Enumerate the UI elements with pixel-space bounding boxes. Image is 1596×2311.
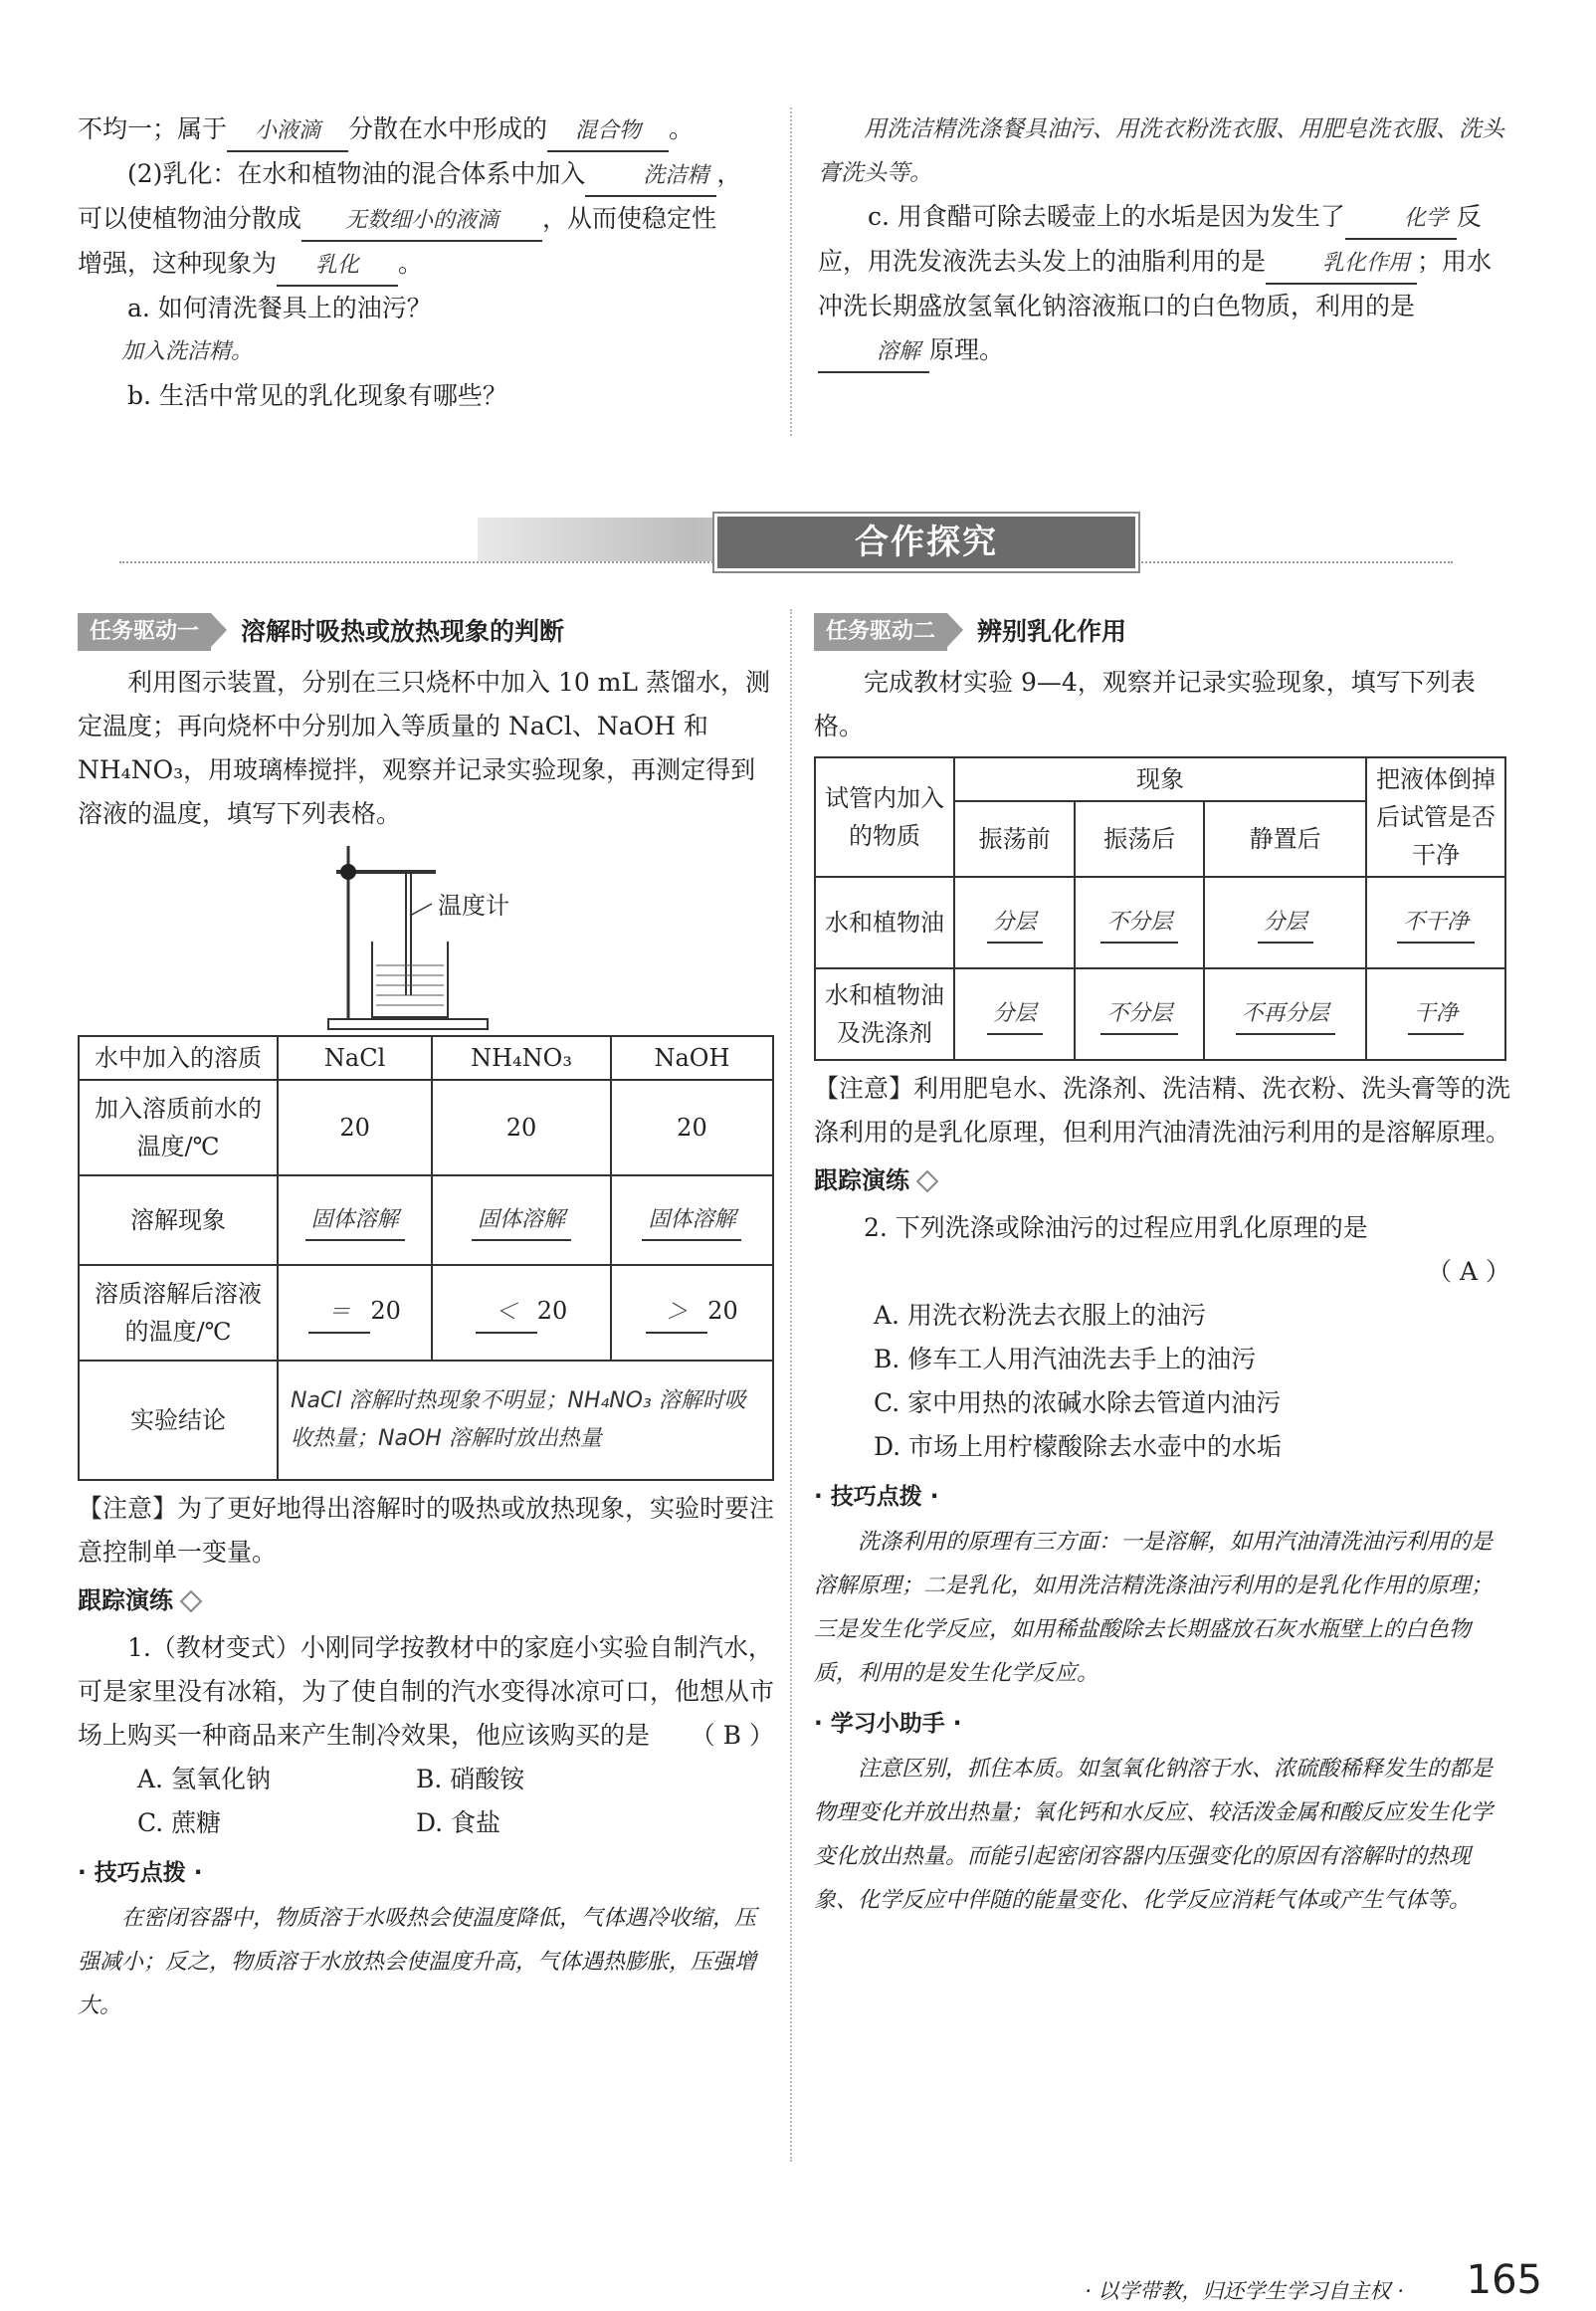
- task2-header: [814, 609, 1510, 655]
- answer-blank: 洗洁精: [585, 157, 716, 197]
- text: 可以使植物油分散成: [78, 204, 302, 233]
- task1-header: [78, 609, 774, 655]
- table-row: [79, 1265, 773, 1361]
- table-cell: 加入溶质前水的温度/℃: [79, 1080, 278, 1175]
- table-cell: 20: [278, 1080, 432, 1175]
- practice-heading: [814, 1158, 1510, 1202]
- question-c: [818, 195, 1504, 373]
- answer-blank: 分层: [987, 904, 1043, 944]
- answer-blank: 固体溶解: [472, 1201, 571, 1241]
- tip-heading: · 技巧点拨 ·: [814, 1484, 939, 1510]
- option-b: B. 修车工人用汽油洗去手上的油污: [874, 1345, 1257, 1373]
- question-1-options: [78, 1758, 774, 1845]
- text: ；用水冲洗长期盛放氢氧化钠溶液瓶口的白色物质，利用的是: [818, 247, 1493, 320]
- table-cell: 试管内加入的物质: [815, 757, 954, 877]
- table-cell: 水和植物油及洗涤剂: [815, 968, 954, 1060]
- table-cell: [954, 968, 1075, 1060]
- text: 增强，这种现象为: [78, 249, 278, 278]
- text-line: [78, 152, 774, 197]
- column-divider: [790, 609, 792, 2162]
- task2-intro: 完成教材实验 9—4，观察并记录实验现象，填写下列表格。: [814, 668, 1476, 740]
- page-number: 165: [1466, 2257, 1542, 2303]
- answer-blank: 干净: [1408, 995, 1464, 1035]
- question-1-answer: （ B ）: [690, 1721, 774, 1750]
- practice-heading: [78, 1578, 774, 1622]
- diamond-icon: [916, 1170, 939, 1193]
- text-line: [78, 107, 774, 152]
- text: (2)乳化：在水和植物油的混合体系中加入: [127, 159, 586, 188]
- task2-title: 辨别乳化作用: [977, 617, 1127, 646]
- task1-note: 【注意】为了更好地得出溶解时的吸热或放热现象，实验时要注意控制单一变量。: [78, 1494, 775, 1567]
- table-value: 20: [707, 1297, 738, 1325]
- text: c. 用食醋可除去暖壶上的水垢是因为发生了: [868, 202, 1345, 231]
- task2-tag: 任务驱动二: [814, 613, 947, 651]
- table-cell: [1204, 968, 1366, 1060]
- table-cell: 现象: [954, 757, 1366, 801]
- question-b: b. 生活中常见的乳化现象有哪些？: [127, 381, 507, 410]
- table-cell: 溶解现象: [79, 1175, 278, 1265]
- option-c: C. 家中用热的浓碱水除去管道内油污: [874, 1388, 1282, 1417]
- table-cell: 实验结论: [79, 1361, 278, 1480]
- table-cell: [278, 1265, 432, 1361]
- task2-column: [814, 609, 1510, 1923]
- table-cell: 水中加入的溶质: [79, 1036, 278, 1080]
- emulsification-table: [814, 756, 1506, 1061]
- answer-blank: 不分层: [1100, 995, 1178, 1035]
- table-cell: NH₄NO₃: [432, 1036, 611, 1080]
- column-divider: [790, 107, 792, 436]
- section-banner: [119, 506, 1453, 575]
- conclusion-cell: NaCl 溶解时热现象不明显；NH₄NO₃ 溶解时吸收热量；NaOH 溶解时放出热量: [278, 1361, 773, 1480]
- tip-body: 在密闭容器中，物质溶于水吸热会使温度降低，气体遇冷收缩，压强减小；反之，物质溶于水放热会使温度升高，气体遇热膨胀，压强增大。: [78, 1906, 757, 2018]
- table-row: [79, 1361, 773, 1480]
- table-cell: 溶质溶解后溶液的温度/℃: [79, 1265, 278, 1361]
- table-cell: [1366, 968, 1505, 1060]
- table-cell: [1075, 877, 1204, 968]
- table-cell: 水和植物油: [815, 877, 954, 968]
- thermometer-label: 温度计: [438, 892, 509, 920]
- table-cell: [1366, 877, 1505, 968]
- answer-blank: 无数细小的液滴: [301, 202, 542, 242]
- table-cell: [278, 1175, 432, 1265]
- table-row: [79, 1080, 773, 1175]
- question-2-options: [814, 1294, 1510, 1469]
- table-cell: 把液体倒掉后试管是否干净: [1366, 757, 1505, 877]
- table-row: [79, 1036, 773, 1080]
- table-row: [815, 757, 1505, 801]
- helper-body: 注意区别，抓住本质。如氢氧化钠溶于水、浓硫酸稀释发生的都是物理变化并放出热量；氧化钙和水反应、较活泼金属和酸反应发生化学变化放出热量。而能引起密闭容器内压强变化的原因有溶解时的热现象、化学反应中伴随的能量变化、化学反应消耗气体或产生气体等。: [814, 1757, 1494, 1913]
- answer-blank: ＞: [646, 1294, 707, 1334]
- question-1: 1.（教材变式）小刚同学按教材中的家庭小实验自制汽水，可是家里没有冰箱，为了使自制的汽水变得冰凉可口，他想从市场上购买一种商品来产生制冷效果，他应该购买的是: [78, 1633, 775, 1750]
- tip-body: 洗涤利用的原理有三方面：一是溶解，如用汽油清洗油污利用的是溶解原理；二是乳化，如用洗洁精洗涤油污利用的是乳化作用的原理；三是发生化学反应，如用稀盐酸除去长期盛放石灰水瓶壁上的白色物质，利用的是发生化学反应。: [814, 1530, 1494, 1686]
- text: ，: [716, 159, 742, 188]
- practice-heading-text: 跟踪演练: [78, 1586, 173, 1614]
- table-cell: [432, 1175, 611, 1265]
- apparatus-diagram: [78, 836, 774, 1035]
- task1-title: 溶解时吸热或放热现象的判断: [241, 617, 565, 646]
- text-line: [78, 197, 774, 242]
- answer-blank: ＝: [308, 1294, 370, 1334]
- question-2-answer: （ A ）: [1427, 1257, 1510, 1286]
- table-value: 20: [370, 1297, 401, 1325]
- practice-heading-text: 跟踪演练: [814, 1166, 909, 1194]
- text: 反应，用洗发液洗去头发上的油脂利用的是: [818, 202, 1482, 276]
- text: 原理。: [929, 335, 1005, 364]
- answer-blank: 分层: [987, 995, 1043, 1035]
- option-d: D. 市场上用柠檬酸除去水壶中的水垢: [874, 1432, 1283, 1461]
- table-cell: [611, 1265, 773, 1361]
- answer-blank: 乳化: [277, 247, 398, 287]
- answer-blank: 不再分层: [1236, 995, 1335, 1035]
- table-cell: [1204, 877, 1366, 968]
- table-cell: 静置后: [1204, 801, 1366, 877]
- option-c: C. 蔗糖: [137, 1808, 222, 1837]
- helper-heading: · 学习小助手 ·: [814, 1711, 962, 1737]
- answer-blank: 溶解: [818, 333, 929, 373]
- answer-blank: 混合物: [547, 112, 669, 152]
- option-d: D. 食盐: [416, 1808, 501, 1837]
- question-2: 2. 下列洗涤或除油污的过程应用乳化原理的是: [864, 1213, 1368, 1242]
- table-cell: NaCl: [278, 1036, 432, 1080]
- diamond-icon: [180, 1590, 203, 1613]
- text: ，从而使稳定性: [542, 204, 717, 233]
- question-a: a. 如何清洗餐具上的油污？: [127, 294, 432, 322]
- text: 分散在水中形成的: [348, 114, 548, 143]
- table-row: [79, 1175, 773, 1265]
- option-a: A. 用洗衣粉洗去衣服上的油污: [874, 1301, 1206, 1330]
- answer-a: 加入洗洁精。: [121, 339, 254, 364]
- experiment-apparatus: [78, 836, 774, 1035]
- table-cell: 20: [432, 1080, 611, 1175]
- answer-blank: 不分层: [1100, 904, 1178, 944]
- table-row: [815, 877, 1505, 968]
- top-right-column: [818, 107, 1504, 373]
- top-left-column: [78, 107, 774, 418]
- answer-blank: 固体溶解: [305, 1201, 405, 1241]
- text: 不均一；属于: [78, 114, 228, 143]
- answer-blank: ＜: [476, 1294, 537, 1334]
- table-cell: 振荡前: [954, 801, 1075, 877]
- answer-b: 用洗洁精洗涤餐具油污、用洗衣粉洗衣服、用肥皂洗衣服、洗头膏洗头等。: [818, 116, 1504, 186]
- table-cell: 振荡后: [1075, 801, 1204, 877]
- table-cell: 20: [611, 1080, 773, 1175]
- option-a: A. 氢氧化钠: [137, 1765, 271, 1793]
- answer-blank: 化学: [1345, 200, 1457, 240]
- answer-blank: 固体溶解: [642, 1201, 741, 1241]
- table-value: 20: [536, 1297, 568, 1325]
- text-line: [78, 242, 774, 287]
- solute-temperature-table: [78, 1035, 774, 1481]
- table-cell: NaOH: [611, 1036, 773, 1080]
- table-cell: [611, 1175, 773, 1265]
- table-cell: [432, 1265, 611, 1361]
- table-cell: [954, 877, 1075, 968]
- text: 。: [398, 249, 424, 278]
- task1-tag: 任务驱动一: [78, 613, 211, 651]
- task1-intro: 利用图示装置，分别在三只烧杯中加入 10 mL 蒸馏水，测定温度；再向烧杯中分别加入等质量的 NaCl、NaOH 和 NH₄NO₃，用玻璃棒搅拌，观察并记录实验现象，再测定得到溶液的温度，填写下列表格。: [78, 668, 770, 828]
- answer-blank: 不干净: [1397, 904, 1475, 944]
- answer-blank: 分层: [1258, 904, 1313, 944]
- text: 。: [669, 114, 695, 143]
- option-b: B. 硝酸铵: [416, 1765, 525, 1793]
- task1-column: [78, 609, 774, 2028]
- section-title: 合作探究: [714, 514, 1138, 571]
- table-row: [815, 968, 1505, 1060]
- table-cell: [1075, 968, 1204, 1060]
- answer-blank: 小液滴: [227, 112, 348, 152]
- task2-note: 【注意】利用肥皂水、洗涤剂、洗洁精、洗衣粉、洗头膏等的洗涤利用的是乳化原理，但利用汽油清洗油污利用的是溶解原理。: [814, 1074, 1511, 1147]
- tip-heading: · 技巧点拨 ·: [78, 1860, 203, 1886]
- footer-slogan: · 以学带教，归还学生学习自主权 ·: [1085, 2279, 1404, 2303]
- answer-blank: 乳化作用: [1266, 245, 1417, 285]
